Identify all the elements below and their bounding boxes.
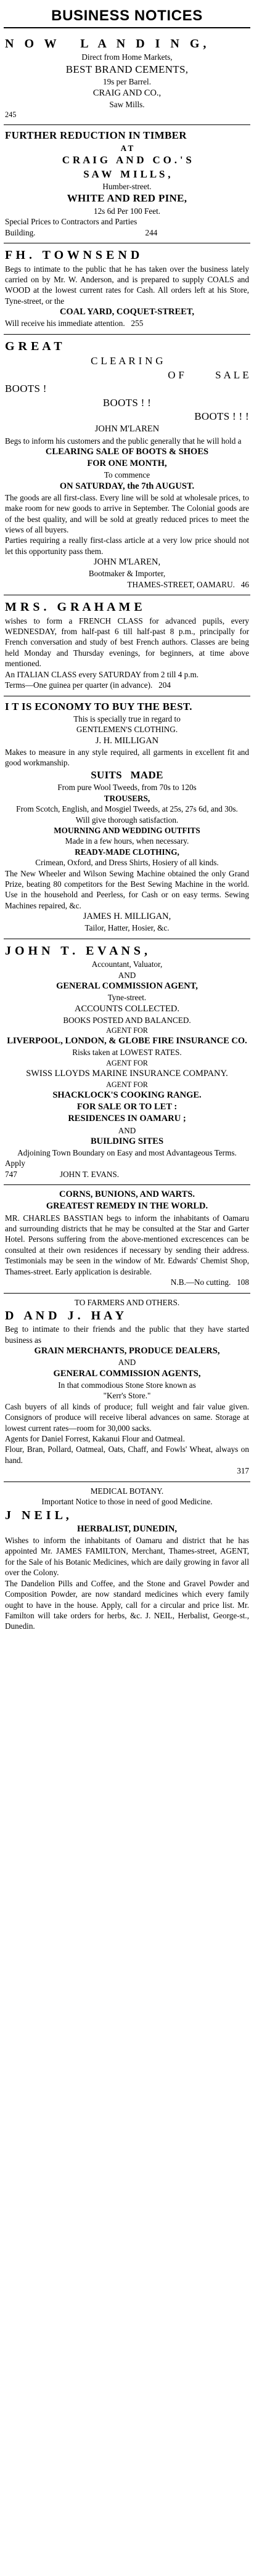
notice-line: CLEARING SALE OF BOOTS & SHOES xyxy=(45,446,209,457)
notice-line: Special Prices to Contractors and Parties xyxy=(5,217,137,227)
notice xyxy=(4,696,250,939)
notice-line: CRAIG AND CO., xyxy=(92,88,162,98)
notice-line: THAMES-STREET, OAMARU. 46 xyxy=(127,579,249,589)
notice-line: F H . T O W N S E N D xyxy=(5,248,140,263)
notice-line: 245 xyxy=(5,110,17,120)
notice-line: O F S A L E xyxy=(168,369,249,381)
notice-line: GENTLEMEN'S CLOTHING. xyxy=(76,725,178,735)
notice-line: FURTHER REDUCTION IN TIMBER xyxy=(5,129,187,142)
notice-line: TROUSERS, xyxy=(104,793,150,803)
notice-line: BOOTS ! ! ! xyxy=(194,410,249,422)
notice-line: S A W M I L L S , xyxy=(83,168,171,180)
notice-line: From pure Wool Tweeds, from 70s to 120s xyxy=(57,783,197,793)
notice-line: JOHN M'LAREN xyxy=(94,424,160,434)
notice-line: LIVERPOOL, LONDON, & GLOBE FIRE INSURANCE CO. xyxy=(7,1036,247,1046)
notice-line: In that commodious Stone Store known as xyxy=(58,1380,196,1390)
notice-line: The Dandelion Pills and Coffee, and the Stone and Gravel Powder and Composition Powder, are now standard medicines which every family ought to have in the house. Apply, call for a circular and price list. Mr. Familton will take orders for herbs, &c. J. NEIL, Herbalist, George-st., Dunedin. xyxy=(5,1578,249,1631)
notice-line: Agents for Daniel Forrest, Kakanui Flour and Oatmeal. xyxy=(5,1433,185,1443)
notice-line: C R A I G A N D C O . ' S xyxy=(62,154,192,166)
notice-line: I T IS ECONOMY TO BUY THE BEST. xyxy=(5,700,192,712)
notice-line: M R S . G R A H A M E xyxy=(5,600,143,614)
notice-line: AGENT FOR xyxy=(106,1026,148,1035)
notice-line: BOOKS POSTED AND BALANCED. xyxy=(63,1015,191,1025)
notice-line: Crimean, Oxford, and Dress Shirts, Hosiery of all kinds. xyxy=(35,858,219,868)
notice-line: This is specially true in regard to xyxy=(73,714,181,723)
notice-line: J N E I L , xyxy=(5,1508,70,1522)
notice xyxy=(4,243,250,335)
notice-line: HERBALIST, DUNEDIN, xyxy=(76,1523,178,1534)
notice-line: BOOTS ! xyxy=(5,383,47,395)
notice-line: An ITALIAN CLASS every SATURDAY from 2 till 4 p.m. xyxy=(5,669,199,679)
notice-line: MOURNING AND WEDDING OUTFITS xyxy=(54,825,200,835)
notice-line: SUITS MADE xyxy=(91,768,163,781)
notice-line: SHACKLOCK'S COOKING RANGE. xyxy=(52,1090,202,1101)
notice-line: The New Wheeler and Wilson Sewing Machine obtained the only Grand Prize, beating 80 competitors for the Best Sewing Machine in the world. Use in the household and Peerless, for Cash or on easy terms. Sewing Machines repaired, &c. xyxy=(5,868,249,910)
notice-line: Will receive his immediate attention. 255 xyxy=(5,319,144,328)
notice xyxy=(4,32,250,125)
notice-line: FOR SALE OR TO LET : xyxy=(76,1102,178,1112)
notice-line: J. H. MILLIGAN xyxy=(95,735,159,746)
notice-line: Risks taken at LOWEST RATES. xyxy=(72,1048,182,1058)
notice-line: AGENT FOR xyxy=(106,1080,148,1090)
notice-line: ACCOUNTS COLLECTED. xyxy=(75,1003,179,1014)
notice-line: wishes to form a FRENCH CLASS for advanced pupils, every WEDNESDAY, from half-past 6 till half-past 8 p.m., principally for French conversation and study of best French authors. Classes are being held Monday and Thursday evenings, for beginners, at time above mentioned. xyxy=(5,616,249,669)
notice-line: 747 JOHN T. EVANS. xyxy=(5,1169,120,1179)
notice-line: Tyne-street. xyxy=(107,993,147,1003)
notice-line: Cash buyers of all kinds of produce; full weight and fair value given. Consignors of produce will receive liberal advances on same. Storage at lowest current rates—room for 30,000 sacks. xyxy=(5,1401,249,1433)
notice-line: AND xyxy=(118,970,136,980)
notice-line: ON SATURDAY, the 7th AUGUST. xyxy=(59,481,195,491)
notice-line: Beg to intimate to their friends and the public that they have started business as xyxy=(5,1324,249,1345)
notice-line: GENERAL COMMISSION AGENTS, xyxy=(53,1368,201,1379)
notice-line: Direct from Home Markets, xyxy=(81,52,173,62)
notice xyxy=(4,595,250,696)
notice-line: AND xyxy=(118,1125,136,1135)
notice-line: BUILDING SITES xyxy=(90,1136,164,1146)
notice-line: JAMES H. MILLIGAN, xyxy=(83,911,171,922)
notice-line: Flour, Bran, Pollard, Oatmeal, Oats, Chaff, and Fowls' Wheat, always on hand. xyxy=(5,1445,249,1465)
notice-line: GREATEST REMEDY IN THE WORLD. xyxy=(46,1201,208,1212)
notice xyxy=(4,1294,250,1482)
notice-line: To commence xyxy=(104,470,150,480)
notice-line: Will give thorough satisfaction. xyxy=(75,815,179,825)
notice-line: AGENT FOR xyxy=(106,1058,148,1067)
notice-line: "Kerr's Store." xyxy=(103,1391,151,1401)
notice-line: COAL YARD, COQUET-STREET, xyxy=(59,307,195,317)
page-title: BUSINESS NOTICES xyxy=(4,0,250,28)
notice-line: Terms—One guinea per quarter (in advance). 204 xyxy=(5,680,171,690)
notice-line: J O H N T . E V A N S , xyxy=(5,944,148,958)
notice xyxy=(4,1482,250,1637)
notice-line: Accountant, Valuator, xyxy=(91,960,163,969)
notice-line: The goods are all first-class. Every line will be sold at wholesale prices, to make room for new goods to arrive in September. The Colonial goods are of the best quality, and will be sold at greatly reduced prices to meet the views of all buyers. xyxy=(5,492,249,534)
notice xyxy=(4,1185,250,1293)
notice-line: WHITE AND RED PINE, xyxy=(67,192,187,205)
notice-line: MEDICAL BOTANY. xyxy=(90,1486,164,1496)
notice-line: G R E A T xyxy=(5,339,63,353)
notice-line: CORNS, BUNIONS, AND WARTS. xyxy=(59,1189,195,1200)
notice-line: RESIDENCES IN OAMARU ; xyxy=(68,1114,186,1124)
notice-line: 317 xyxy=(237,1466,249,1476)
notice xyxy=(4,335,250,595)
notice-line: D A N D J . H A Y xyxy=(5,1308,125,1323)
notice-line: BEST BRAND CEMENTS, xyxy=(65,63,189,75)
notice-line: Makes to measure in any style required, all garments in excellent fit and good workmanship. xyxy=(5,747,249,768)
notice-line: AND xyxy=(118,1358,136,1367)
notice-line: Wishes to inform the inhabitants of Oamaru and district that he has appointed Mr. JAMES FAMILTON, Merchant, Thames-street, AGENT, for the Sale of his Botanic Medicines, which are daily growing in favor all over the Colony. xyxy=(5,1536,249,1578)
notice-line: SWISS LLOYDS MARINE INSURANCE COMPANY. xyxy=(26,1068,228,1078)
notice-line: GENERAL COMMISSION AGENT, xyxy=(56,981,198,992)
notice-line: Apply xyxy=(5,1159,25,1168)
notice-line: READY-MADE CLOTHING, xyxy=(75,847,179,857)
notices-column xyxy=(4,32,250,1637)
notice-line: Important Notice to those in need of good Medicine. xyxy=(41,1497,213,1507)
notice-line: TO FARMERS AND OTHERS. xyxy=(74,1297,180,1307)
notice xyxy=(4,125,250,243)
notice-line: Parties requiring a really first-class article at a very low price should not let this opportunity pass them. xyxy=(5,536,249,556)
notice xyxy=(4,939,250,1185)
notice-line: N O W L A N D I N G, xyxy=(5,37,210,51)
notice-line: C L E A R I N G xyxy=(91,355,163,367)
notice-line: Begs to inform his customers and the public generally that he will hold a xyxy=(5,436,242,446)
page xyxy=(4,0,250,1637)
notice-line: GRAIN MERCHANTS, PRODUCE DEALERS, xyxy=(34,1346,220,1356)
notice-line: Tailor, Hatter, Hosier, &c. xyxy=(84,923,170,933)
notice-line: BOOTS ! ! xyxy=(102,396,152,409)
notice-line: From Scotch, English, and Mosgiel Tweeds, at 25s, 27s 6d, and 30s. xyxy=(16,804,238,814)
notice-line: Begs to intimate to the public that he has taken over the business lately carried on by Mr. W. Anderson, and is prepared to supply COALS and WOOD at the lowest current rates for Cash. All orders left at his Store, Tyne-street, or the xyxy=(5,264,249,306)
notice-line: Bootmaker & Importer, xyxy=(88,569,166,579)
notice-line: N.B.—No cutting. 108 xyxy=(170,1278,249,1287)
notice-line: Building. 244 xyxy=(5,227,158,237)
notice-line: 12s 6d Per 100 Feet. xyxy=(93,206,161,216)
notice-line: FOR ONE MONTH, xyxy=(87,459,167,469)
notice-line: Humber-street. xyxy=(102,182,152,192)
notice-line: 19s per Barrel. xyxy=(103,77,151,87)
notice-line: Made in a few hours, when necessary. xyxy=(65,836,189,846)
notice-line: Adjoining Town Boundary on Easy and most Advantageous Terms. xyxy=(17,1148,237,1158)
notice-line: Saw Mills. xyxy=(109,99,145,109)
notice-line: A T xyxy=(120,143,134,153)
notice-line: JOHN M'LAREN, xyxy=(93,557,161,568)
notice-line: MR. CHARLES BASSTIAN begs to inform the inhabitants of Oamaru and surrounding districts that he may be consulted at the Star and Garter Hotel. Persons suffering from the above-mentioned excrescences can be consulted at their own residences if necessary by sending their address. Testimonials may be seen in the window of Mr. Edwards' Chemist Shop, Thames-street. Early application is desirable. xyxy=(5,1213,249,1276)
